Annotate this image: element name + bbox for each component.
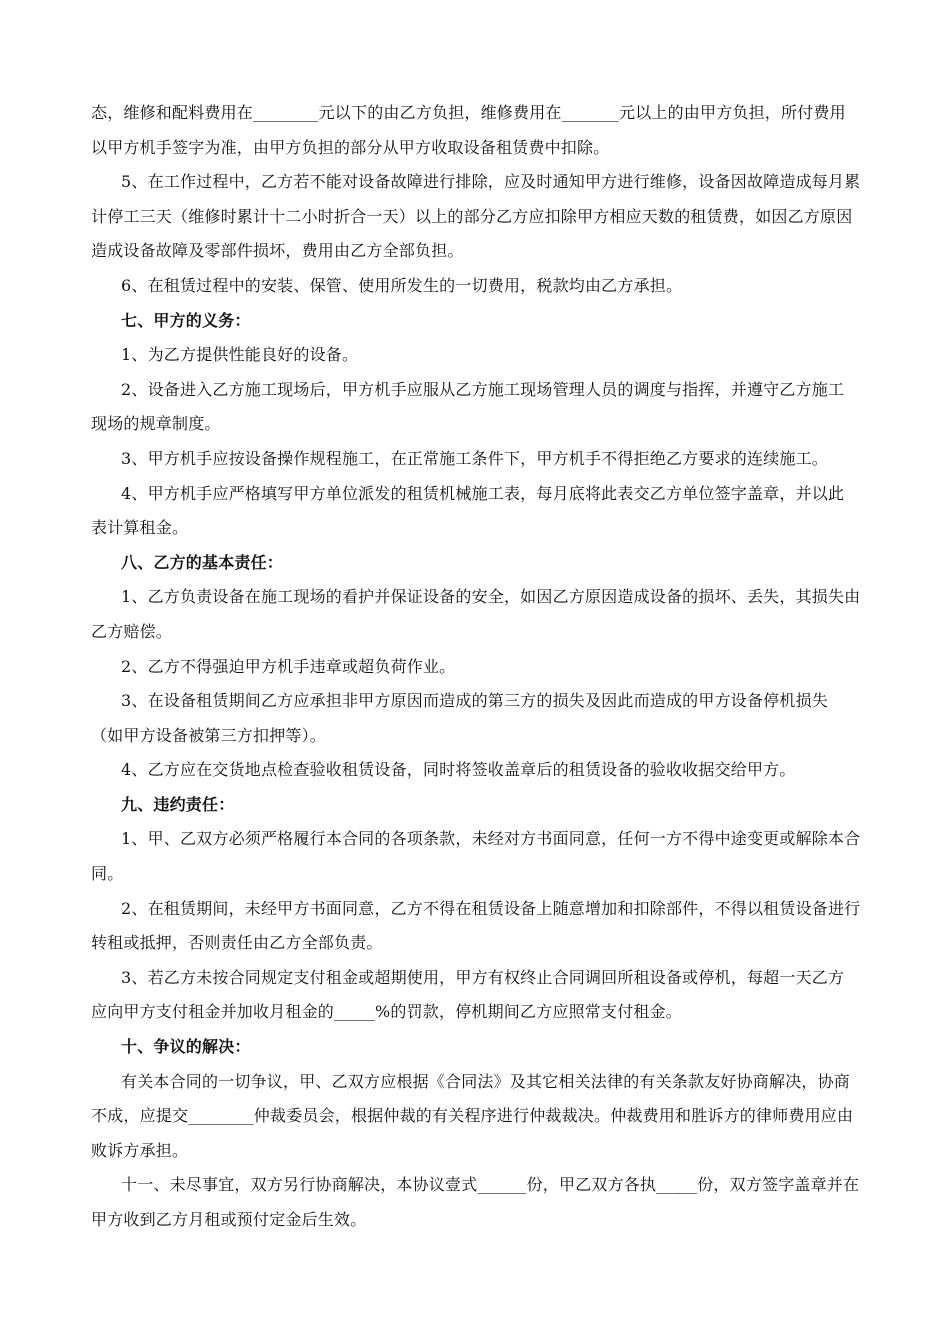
text-line: 4、乙方应在交货地点检查验收租赁设备，同时将签收盖章后的租赁设备的验收收据交给甲方。: [121, 760, 796, 780]
text-line: 十一、未尽事宜，双方另行协商解决，本协议壹式______份，甲乙双方各执_____份，双方签字盖章并在: [121, 1175, 860, 1195]
text-line: 表计算租金。: [91, 518, 189, 538]
text-line: 2、在租赁期间，未经甲方书面同意，乙方不得在租赁设备上随意增加和扣除部件，不得以租赁设备进行: [121, 898, 861, 918]
text-line: 5、在工作过程中，乙方若不能对设备故障进行排除，应及时通知甲方进行维修，设备因故障造成每月累: [121, 172, 861, 192]
text-line: 6、在租赁过程中的安装、保管、使用所发生的一切费用，税款均由乙方承担。: [121, 275, 683, 295]
text-line: 计停工三天（维修时累计十二小时折合一天）以上的部分乙方应扣除甲方相应天数的租赁费，如因乙方原因: [91, 206, 853, 226]
document-body: [91, 96, 862, 1238]
text-line: 败诉方承担。: [91, 1140, 189, 1160]
text-line: 转租或抵押，否则责任由乙方全部负责。: [91, 933, 383, 953]
section-heading: 七、甲方的义务：: [121, 310, 251, 330]
text-line: 有关本合同的一切争议，甲、乙双方应根据《合同法》及其它相关法律的有关条款友好协商解决，协商: [121, 1071, 851, 1091]
text-line: （如甲方设备被第三方扣押等）。: [91, 725, 327, 745]
text-line: 应向甲方支付租金并加收月租金的_____%的罚款，停机期间乙方应照常支付租金。: [91, 1002, 683, 1022]
text-line: 态，维修和配料费用在________元以下的由乙方负担，维修费用在_______元以上的由甲方负担，所付费用: [91, 103, 846, 122]
text-line: 同。: [91, 864, 124, 884]
text-line: 4、甲方机手应严格填写甲方单位派发的租赁机械施工表，每月底将此表交乙方单位签字盖章，并以此: [121, 483, 845, 503]
text-line: 1、为乙方提供性能良好的设备。: [121, 345, 359, 365]
text-line: 造成设备故障及零部件损坏，费用由乙方全部负担。: [91, 241, 464, 261]
text-line: 3、在设备租赁期间乙方应承担非甲方原因而造成的第三方的损失及因此而造成的甲方设备停机损失: [121, 691, 828, 711]
section-heading: 十、争议的解决：: [121, 1037, 251, 1057]
section-heading: 九、违约责任：: [121, 794, 235, 814]
text-line: 3、若乙方未按合同规定支付租金或超期使用，甲方有权终止合同调回所租设备或停机，每超一天乙方: [121, 967, 845, 987]
text-line: 3、甲方机手应按设备操作规程施工，在正常施工条件下，甲方机手不得拒绝乙方要求的连续施工。: [121, 448, 828, 468]
text-line: 甲方收到乙方月租或预付定金后生效。: [91, 1210, 367, 1229]
text-line: 乙方赔偿。: [91, 621, 173, 641]
text-line: 1、甲、乙双方必须严格履行本合同的各项条款，未经对方书面同意，任何一方不得中途变更或解除本合: [121, 829, 861, 849]
text-line: 2、乙方不得强迫甲方机手违章或超负荷作业。: [121, 656, 456, 676]
text-line: 2、设备进入乙方施工现场后，甲方机手应服从乙方施工现场管理人员的调度与指挥，并遵守乙方施工: [121, 379, 845, 399]
text-line: 1、乙方负责设备在施工现场的看护并保证设备的安全，如因乙方原因造成设备的损坏、丢失，其损失由: [121, 587, 861, 607]
text-line: 不成，应提交________仲裁委员会，根据仲裁的有关程序进行仲裁裁决。仲裁费用和胜诉方的律师费用应由: [91, 1106, 854, 1126]
text-line: 以甲方机手签字为准，由甲方负担的部分从甲方收取设备租赁费中扣除。: [91, 137, 610, 157]
section-heading: 八、乙方的基本责任：: [121, 552, 284, 572]
text-line: 现场的规章制度。: [91, 414, 221, 434]
